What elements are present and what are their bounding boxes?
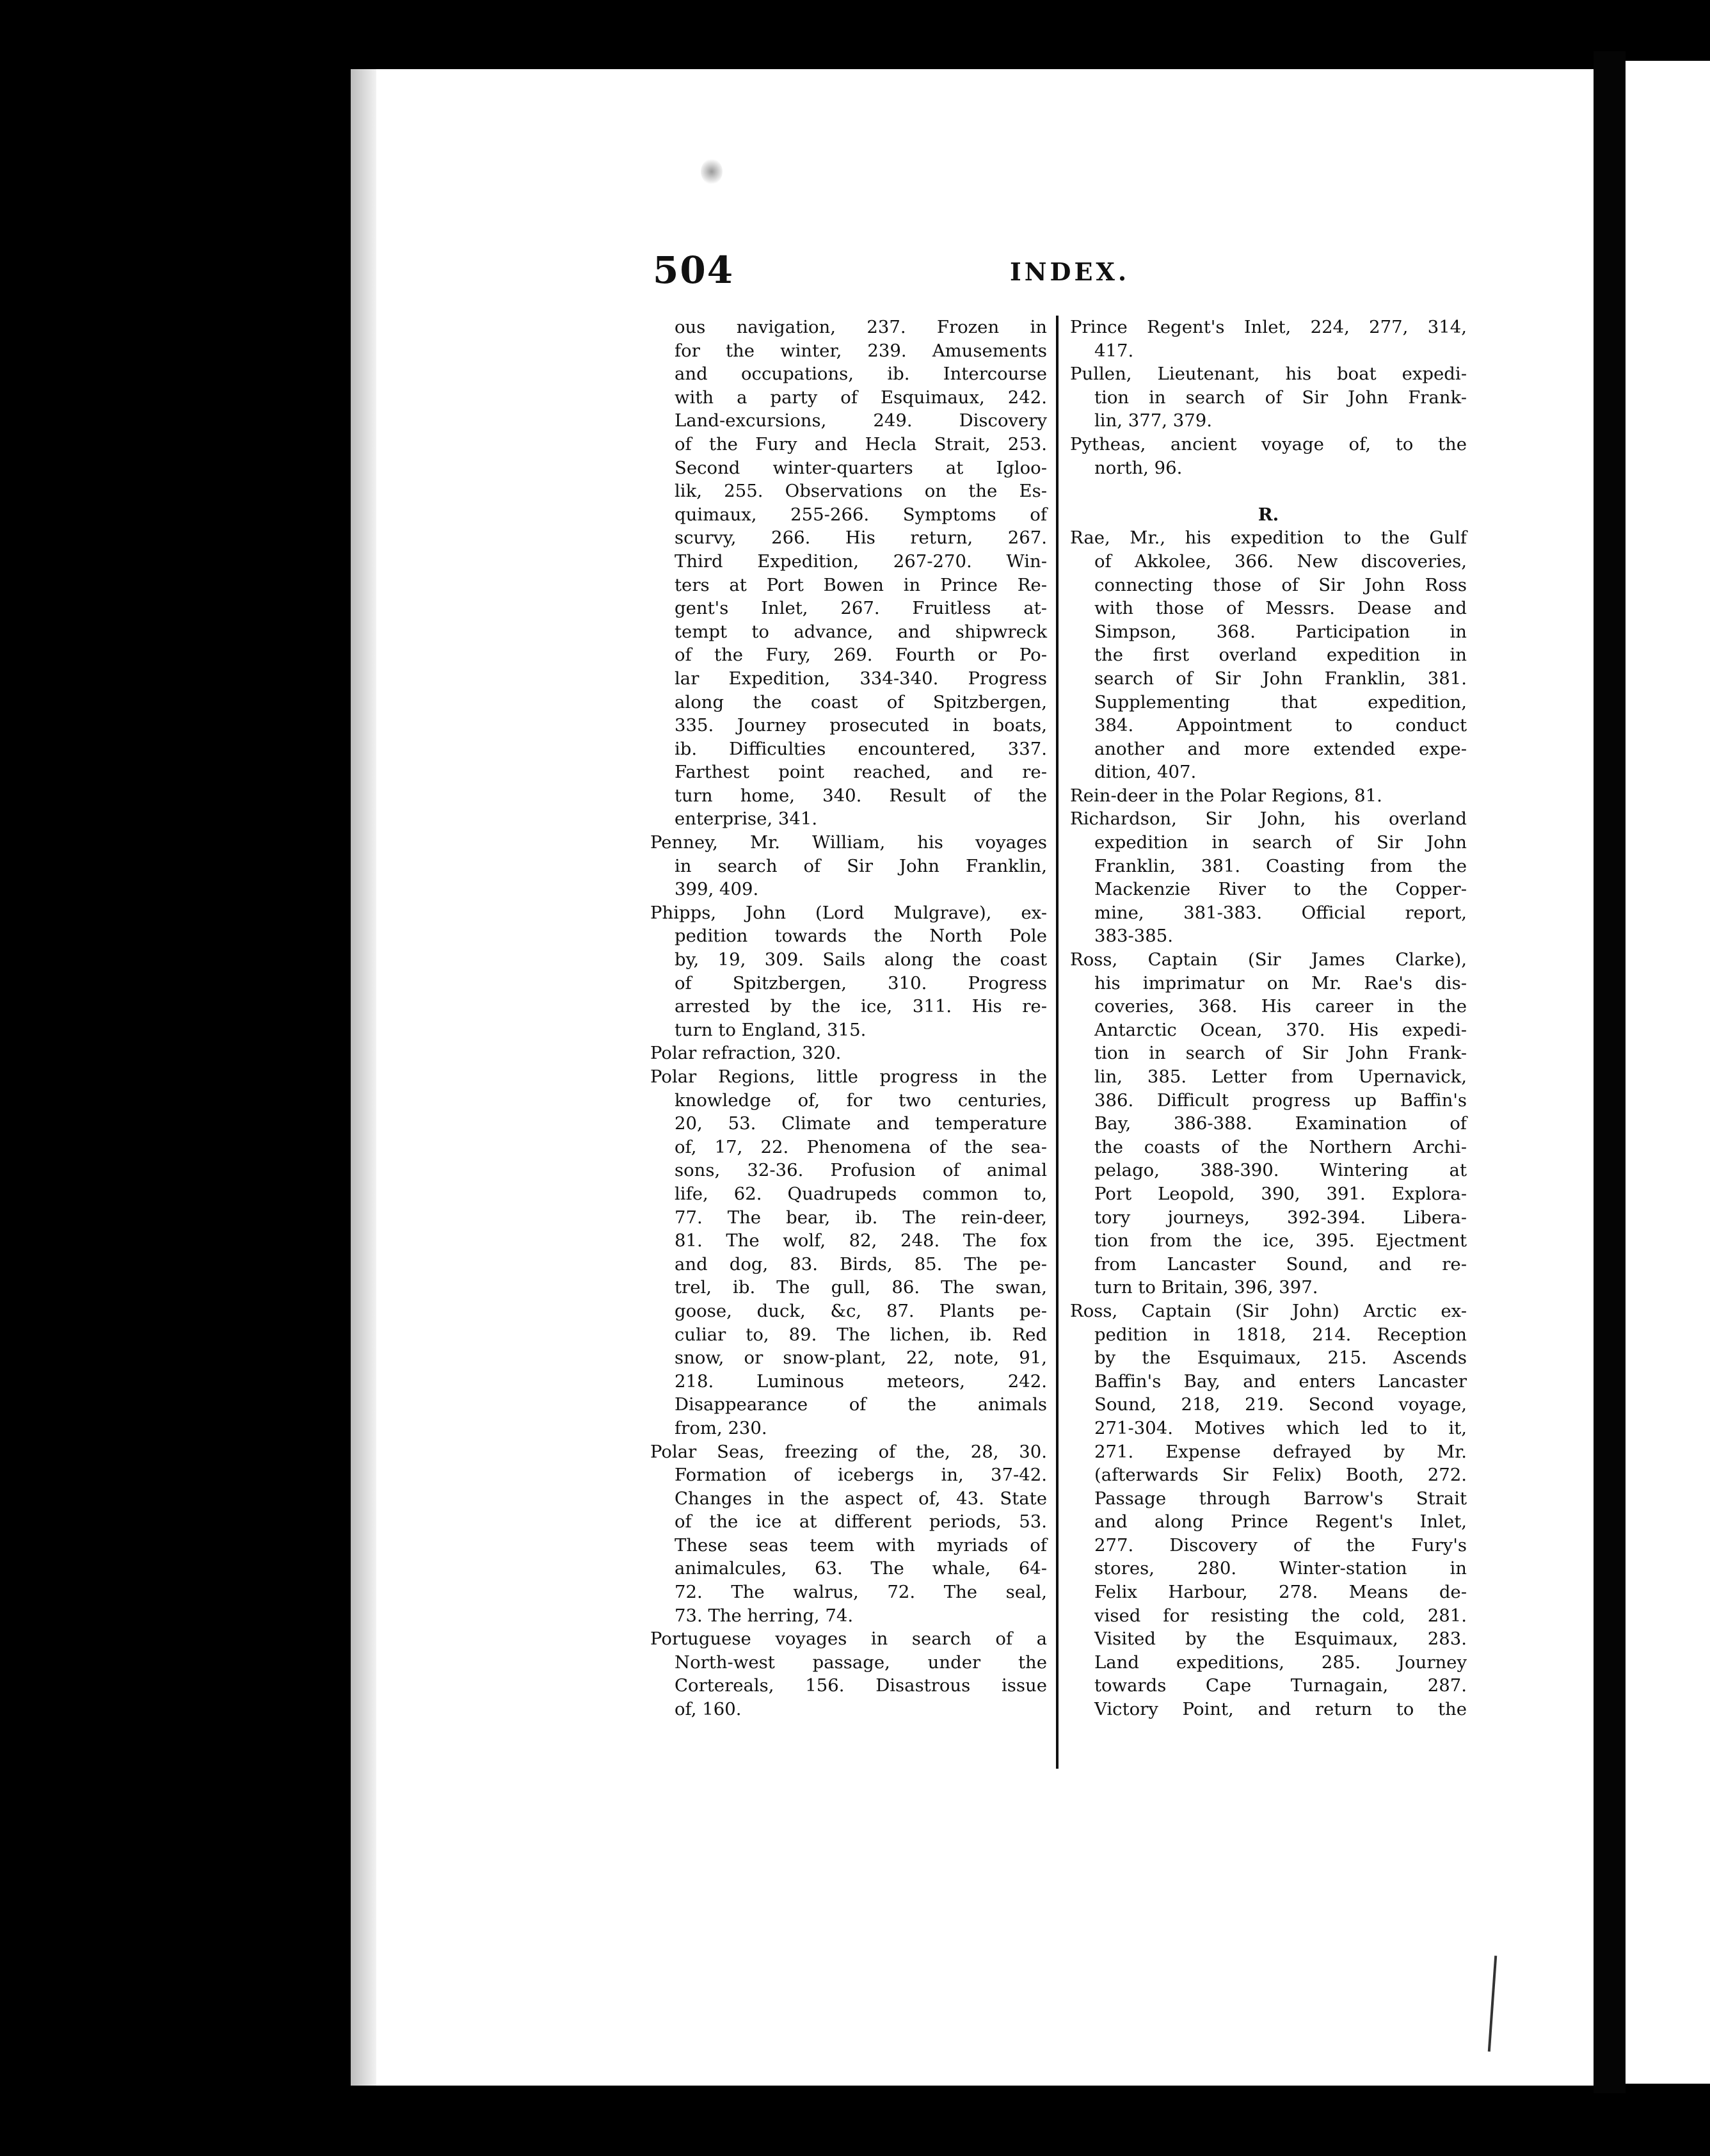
index-line: Portuguese voyages in search of a [650,1629,1047,1650]
index-line: enterprise, 341. [675,808,818,830]
page-gutter-shadow [351,69,376,2086]
index-line: culiar to, 89. The lichen, ib. Red [675,1324,1047,1345]
index-line: trel, ib. The gull, 86. The swan, [675,1277,1047,1298]
index-line: 417. [1094,340,1134,361]
index-line: stores, 280. Winter-station in [1094,1558,1467,1579]
index-line: 335. Journey prosecuted in boats, [675,715,1047,736]
index-line: Changes in the aspect of, 43. State [675,1488,1047,1509]
index-line: Prince Regent's Inlet, 224, 277, 314, [1070,317,1467,337]
index-line: goose, duck, &c, 87. Plants pe- [675,1300,1047,1321]
index-column-right [1070,316,1467,1721]
index-line: arrested by the ice, 311. His re- [675,996,1047,1017]
index-line: ib. Difficulties encountered, 337. [675,738,1047,759]
index-line: ous navigation, 237. Frozen in [675,317,1047,337]
index-line: for the winter, 239. Amusements [675,340,1047,361]
index-line: of the Fury and Hecla Strait, 253. [675,433,1047,455]
index-line: 384. Appointment to conduct [1094,715,1467,736]
index-line: pedition in 1818, 214. Reception [1094,1324,1467,1345]
index-line: Antarctic Ocean, 370. His expedi- [1094,1019,1467,1040]
index-line: scurvy, 266. His return, 267. [675,527,1047,549]
index-line: towards Cape Turnagain, 287. [1094,1675,1467,1696]
index-line: 271-304. Motives which led to it, [1094,1417,1467,1438]
index-line: turn to Britain, 396, 397. [1094,1277,1318,1298]
index-line: Victory Point, and return to the [1094,1699,1467,1720]
index-line: Bay, 386-388. Examination of [1094,1113,1467,1134]
index-line: Polar refraction, 320. [650,1043,842,1064]
section-letter: R. [1258,504,1279,525]
index-line: Farthest point reached, and re- [675,762,1047,783]
book-spine [1594,51,1626,2093]
index-line: of the Fury, 269. Fourth or Po- [675,645,1047,666]
index-line: 386. Difficult progress up Baffin's [1094,1090,1467,1111]
index-line: and occupations, ib. Intercourse [675,364,1047,385]
index-line: with those of Messrs. Dease and [1094,598,1467,619]
index-line: connecting those of Sir John Ross [1094,574,1467,595]
index-line: tempt to advance, and shipwreck [675,621,1047,642]
index-line: Pytheas, ancient voyage of, to the [1070,433,1467,455]
index-line: 271. Expense defrayed by Mr. [1094,1441,1467,1462]
index-line: the first overland expedition in [1094,645,1467,666]
index-line: sons, 32-36. Profusion of animal [675,1160,1047,1181]
index-line: 72. The walrus, 72. The seal, [675,1582,1047,1603]
index-line: Phipps, John (Lord Mulgrave), ex- [650,902,1047,923]
index-line: Pullen, Lieutenant, his boat expedi- [1070,364,1467,385]
index-line: (afterwards Sir Felix) Booth, 272. [1094,1465,1467,1486]
index-line: lin, 385. Letter from Upernavick, [1094,1066,1467,1087]
index-line: of, 17, 22. Phenomena of the sea- [675,1136,1047,1157]
index-column-left [650,316,1047,1721]
index-line: Visited by the Esquimaux, 283. [1094,1629,1467,1650]
index-line: Passage through Barrow's Strait [1094,1488,1467,1509]
index-line: of the ice at different periods, 53. [675,1511,1047,1533]
column-divider [1056,316,1059,1769]
index-line: Penney, Mr. William, his voyages [650,832,1047,853]
index-line: in search of Sir John Franklin, [675,855,1047,876]
index-line: 20, 53. Climate and temperature [675,1113,1047,1134]
index-line: of, 160. [675,1699,742,1720]
index-line: with a party of Esquimaux, 242. [675,387,1047,408]
index-line: Ross, Captain (Sir John) Arctic ex- [1070,1300,1467,1321]
index-line: dition, 407. [1094,762,1197,783]
index-line: Mackenzie River to the Copper- [1094,879,1467,900]
index-line: from, 230. [675,1417,767,1438]
index-line: Baffin's Bay, and enters Lancaster [1094,1371,1467,1392]
index-line: gent's Inlet, 267. Fruitless at- [675,598,1047,619]
index-line: turn home, 340. Result of the [675,785,1047,806]
running-head: INDEX. [1010,257,1130,286]
index-line: Cortereals, 156. Disastrous issue [675,1675,1047,1696]
index-line: Land expeditions, 285. Journey [1094,1652,1467,1673]
index-line: snow, or snow-plant, 22, note, 91, [675,1348,1047,1369]
index-line: tion from the ice, 395. Ejectment [1094,1230,1467,1251]
index-line: Supplementing that expedition, [1094,691,1467,712]
index-line: life, 62. Quadrupeds common to, [675,1183,1047,1204]
index-line: 73. The herring, 74. [675,1605,854,1626]
index-line: knowledge of, for two centuries, [675,1090,1047,1111]
facing-page-edge [1626,61,1710,2084]
index-line: Franklin, 381. Coasting from the [1094,855,1467,876]
index-line: turn to England, 315. [675,1019,867,1040]
index-line: expedition in search of Sir John [1094,832,1467,853]
index-line: Rein-deer in the Polar Regions, 81. [1070,785,1382,806]
index-line: 399, 409. [675,879,759,900]
index-line: Felix Harbour, 278. Means de- [1094,1582,1467,1603]
index-line: pelago, 388-390. Wintering at [1094,1160,1467,1181]
ink-smudge [701,159,723,184]
line-spacer [1070,479,1467,503]
index-line: vised for resisting the cold, 281. [1094,1605,1467,1626]
index-line: 277. Discovery of the Fury's [1094,1534,1467,1556]
index-line: Formation of icebergs in, 37-42. [675,1465,1047,1486]
index-line: lar Expedition, 334-340. Progress [675,668,1047,689]
index-line: Land-excursions, 249. Discovery [675,410,1047,431]
index-line: pedition towards the North Pole [675,926,1047,947]
index-line: search of Sir John Franklin, 381. [1094,668,1467,689]
index-line: These seas teem with myriads of [675,1534,1047,1556]
index-line: north, 96. [1094,457,1183,478]
index-line: from Lancaster Sound, and re- [1094,1253,1467,1275]
index-line: lik, 255. Observations on the Es- [675,481,1047,502]
index-line: by the Esquimaux, 215. Ascends [1094,1348,1467,1369]
index-line: mine, 381-383. Official report, [1094,902,1467,923]
index-line: Polar Regions, little progress in the [650,1066,1047,1087]
index-line: Third Expedition, 267-270. Win- [675,551,1047,572]
index-line: along the coast of Spitzbergen, [675,691,1047,712]
index-line: coveries, 368. His career in the [1094,996,1467,1017]
index-line: another and more extended expe- [1094,738,1467,759]
index-line: lin, 377, 379. [1094,410,1212,431]
index-line: by, 19, 309. Sails along the coast [675,949,1047,970]
index-line: the coasts of the Northern Archi- [1094,1136,1467,1157]
index-line: 77. The bear, ib. The rein-deer, [675,1207,1047,1228]
index-line: his imprimatur on Mr. Rae's dis- [1094,972,1467,994]
index-line: Disappearance of the animals [675,1394,1047,1415]
index-line: Richardson, Sir John, his overland [1070,808,1467,830]
index-line: Second winter-quarters at Igloo- [675,457,1047,478]
index-line: of Spitzbergen, 310. Progress [675,972,1047,994]
index-line: tion in search of Sir John Frank- [1094,387,1467,408]
index-line: Rae, Mr., his expedition to the Gulf [1070,527,1467,549]
page-number: 504 [653,248,735,292]
index-line: Ross, Captain (Sir James Clarke), [1070,949,1467,970]
index-line: 81. The wolf, 82, 248. The fox [675,1230,1047,1251]
index-line: North-west passage, under the [675,1652,1047,1673]
index-line: quimaux, 255-266. Symptoms of [675,504,1047,525]
index-line: animalcules, 63. The whale, 64- [675,1558,1047,1579]
index-line: and dog, 83. Birds, 85. The pe- [675,1253,1047,1275]
index-line: Simpson, 368. Participation in [1094,621,1467,642]
index-line: tory journeys, 392-394. Libera- [1094,1207,1467,1228]
index-line: Port Leopold, 390, 391. Explora- [1094,1183,1467,1204]
index-line: tion in search of Sir John Frank- [1094,1043,1467,1064]
index-line: Sound, 218, 219. Second voyage, [1094,1394,1467,1415]
index-line: Polar Seas, freezing of the, 28, 30. [650,1441,1047,1462]
index-line: and along Prince Regent's Inlet, [1094,1511,1467,1533]
index-line: 218. Luminous meteors, 242. [675,1371,1047,1392]
index-line: of Akkolee, 366. New discoveries, [1094,551,1467,572]
index-line: 383-385. [1094,926,1174,947]
index-line: ters at Port Bowen in Prince Re- [675,574,1047,595]
